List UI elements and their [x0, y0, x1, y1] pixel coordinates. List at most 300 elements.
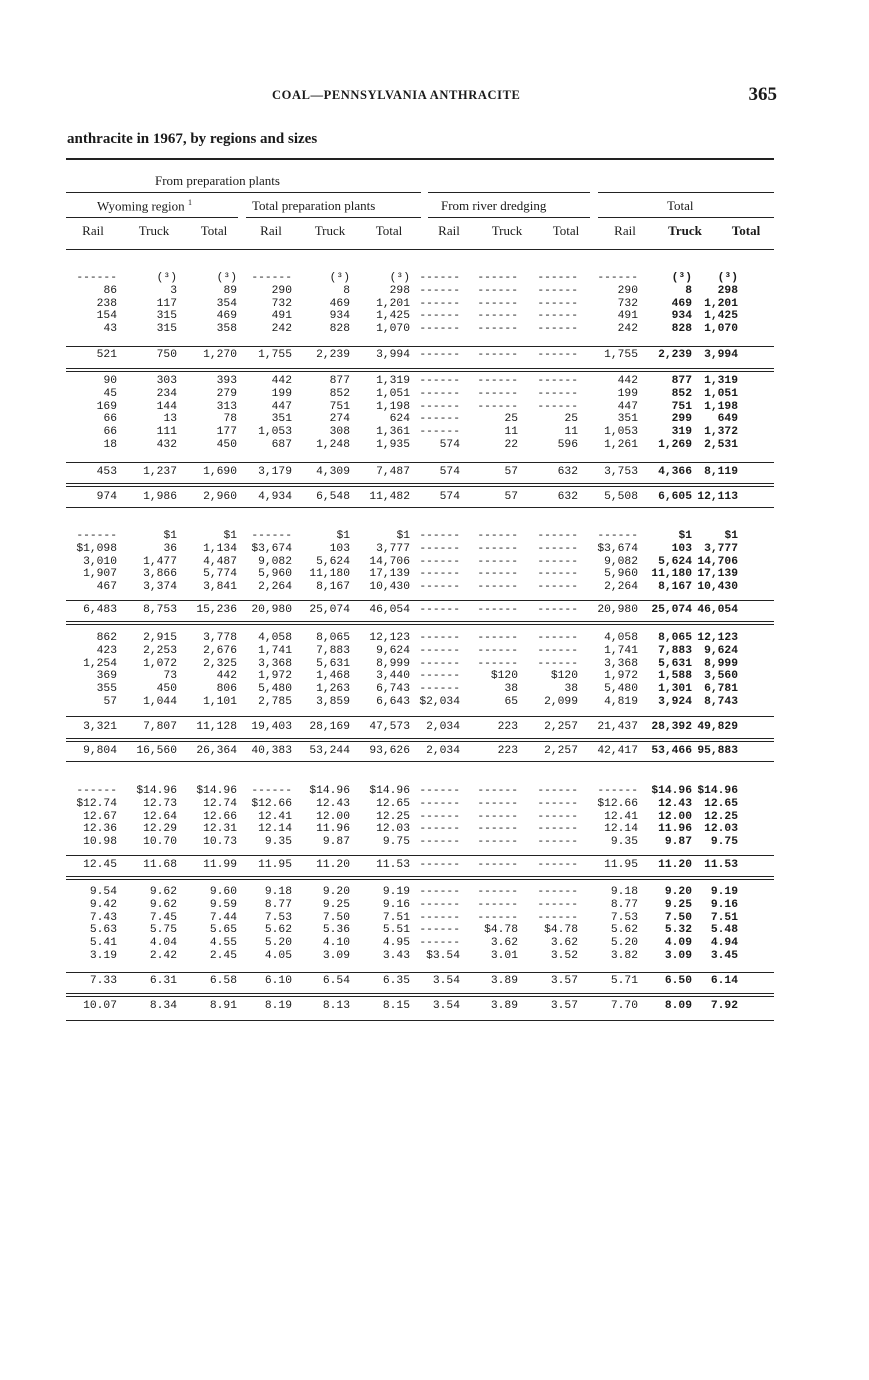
table-cell: 9.35 — [264, 836, 292, 849]
table-cell: 1,477 — [143, 555, 177, 568]
table-cell: ------ — [537, 810, 578, 823]
table-cell: 3.09 — [322, 949, 350, 962]
table-cell: ------ — [477, 272, 518, 284]
table-cell: 2,915 — [143, 632, 177, 644]
table-cell: 11.96 — [316, 823, 350, 836]
rule — [66, 738, 774, 739]
table-cell: 6,781 — [704, 683, 738, 696]
table-cell: 57 — [504, 466, 518, 478]
table-cell: ------ — [477, 555, 518, 568]
table-cell: 751 — [329, 400, 350, 413]
table-cell: 8.19 — [264, 1000, 292, 1012]
table-cell: 8,065 — [316, 632, 350, 644]
table-cell: 290 — [271, 284, 292, 297]
table-cell: 2,676 — [203, 644, 237, 657]
table-row — [62, 323, 738, 336]
table-cell: ------ — [477, 568, 518, 581]
table-cell: 290 — [617, 284, 638, 297]
table-cell: ------ — [537, 555, 578, 568]
table-cell: 9.20 — [322, 886, 350, 898]
table-cell: 3,777 — [704, 542, 738, 555]
data-table-6 — [62, 886, 738, 963]
table-cell: 7.50 — [664, 911, 692, 924]
data-table-1 — [62, 272, 738, 336]
table-cell: ------ — [419, 785, 460, 797]
table-cell: 3,368 — [258, 657, 292, 670]
table-row — [62, 823, 738, 836]
table-cell: 11,180 — [651, 568, 692, 581]
table-cell: 66 — [103, 413, 117, 426]
table-cell: ------ — [419, 937, 460, 950]
table-cell: ------ — [477, 310, 518, 323]
grand-total-row — [62, 999, 738, 1013]
table-cell: 4.95 — [382, 937, 410, 950]
table-cell: $14.96 — [309, 785, 350, 797]
table-cell: 7.92 — [710, 1000, 738, 1012]
table-cell: 11.68 — [143, 859, 177, 871]
table-cell: ------ — [419, 568, 460, 581]
table-cell: 6.14 — [710, 975, 738, 987]
table-cell: ------ — [597, 530, 638, 542]
table-cell: 6,743 — [376, 683, 410, 696]
table-cell: 1,935 — [376, 438, 410, 451]
rule — [66, 972, 774, 973]
table-cell: 5,774 — [203, 568, 237, 581]
table-cell: 12.25 — [704, 810, 738, 823]
table-cell: 3,994 — [376, 349, 410, 361]
table-row — [62, 658, 738, 671]
rule — [66, 621, 774, 622]
table-cell: 16,560 — [136, 745, 177, 757]
table-cell: 7.53 — [264, 911, 292, 924]
table-cell: ------ — [419, 836, 460, 849]
table-cell: ------ — [477, 604, 518, 616]
table-cell: 10.98 — [83, 836, 117, 849]
table-cell: 13 — [163, 413, 177, 426]
table-cell: ------ — [419, 886, 460, 898]
table-cell: 9.42 — [89, 898, 117, 911]
table-cell: 315 — [156, 323, 177, 336]
subtotal-row — [62, 348, 738, 362]
table-cell: ------ — [419, 413, 460, 426]
table-cell: ------ — [477, 400, 518, 413]
table-cell: 5,960 — [604, 568, 638, 581]
table-cell: 2,239 — [658, 349, 692, 361]
table-row — [62, 530, 738, 543]
table-cell: 25,074 — [309, 604, 350, 616]
table-cell: ------ — [419, 911, 460, 924]
grand-total-table — [62, 999, 738, 1013]
table-cell: $14.96 — [697, 785, 738, 797]
table-row — [62, 899, 738, 912]
table-cell: 1,053 — [258, 426, 292, 439]
table-cell: 828 — [329, 323, 350, 336]
table-cell: 9,082 — [604, 555, 638, 568]
table-cell: 8,999 — [704, 657, 738, 670]
table-cell: 7.70 — [610, 1000, 638, 1012]
table-cell: ------ — [537, 632, 578, 644]
page-header — [0, 84, 869, 108]
table-cell: ------ — [537, 284, 578, 297]
table-cell: 14,706 — [697, 555, 738, 568]
table-cell: $14.96 — [651, 785, 692, 797]
table-cell: 1,741 — [604, 644, 638, 657]
table-cell: 974 — [96, 491, 117, 503]
table-cell: 1,198 — [704, 400, 738, 413]
table-row — [62, 937, 738, 950]
table-cell: 442 — [271, 375, 292, 387]
table-cell: 453 — [96, 466, 117, 478]
table-row — [62, 670, 738, 683]
table-cell: 596 — [557, 438, 578, 451]
table-cell: $3,674 — [251, 542, 292, 555]
table-cell: 423 — [96, 644, 117, 657]
table-cell: 3,841 — [203, 581, 237, 594]
table-cell: 9.87 — [664, 836, 692, 849]
table-cell: 7,883 — [658, 644, 692, 657]
table-cell: 1,263 — [316, 683, 350, 696]
table-cell: 10.07 — [83, 1000, 117, 1012]
table-cell: 11.95 — [604, 859, 638, 871]
table-cell: 9,804 — [83, 745, 117, 757]
subtotal-row — [62, 974, 738, 988]
table-cell: ------ — [419, 657, 460, 670]
rule — [66, 600, 774, 601]
table-cell: 3.57 — [550, 1000, 578, 1012]
table-cell: ------ — [597, 272, 638, 284]
table-cell: 9.19 — [382, 886, 410, 898]
table-cell: 12.66 — [203, 810, 237, 823]
table-cell: 862 — [96, 632, 117, 644]
table-cell: 8.13 — [322, 1000, 350, 1012]
table-cell: 9.25 — [322, 898, 350, 911]
table-cell: ------ — [477, 810, 518, 823]
table-cell: 3,179 — [258, 466, 292, 478]
table-row — [62, 439, 738, 452]
table-cell: ------ — [477, 644, 518, 657]
table-cell: 53,466 — [651, 745, 692, 757]
table-cell: 9.87 — [322, 836, 350, 849]
table-cell: 358 — [216, 323, 237, 336]
table-cell: 9.54 — [89, 886, 117, 898]
rule — [66, 879, 774, 880]
rule — [66, 876, 774, 877]
table-cell: 8.34 — [149, 1000, 177, 1012]
table-cell: 2,257 — [544, 745, 578, 757]
table-cell: 8,753 — [143, 604, 177, 616]
table-cell: 38 — [504, 683, 518, 696]
table-cell: (³) — [156, 272, 177, 284]
table-cell: 1,201 — [704, 297, 738, 310]
table-cell: 3.45 — [710, 949, 738, 962]
table-cell: 687 — [271, 438, 292, 451]
column-header: Truck — [668, 223, 702, 238]
table-cell: 9.60 — [209, 886, 237, 898]
table-cell: 57 — [103, 695, 117, 708]
table-cell: (³) — [717, 272, 738, 284]
subtotal-table — [62, 974, 738, 988]
table-cell: 12.65 — [704, 797, 738, 810]
table-cell: 36 — [163, 542, 177, 555]
table-cell: 2.45 — [209, 949, 237, 962]
table-cell: 5.20 — [264, 937, 292, 950]
table-cell: ------ — [419, 810, 460, 823]
table-cell: 9.75 — [382, 836, 410, 849]
table-cell: ------ — [477, 375, 518, 387]
table-cell: ------ — [537, 644, 578, 657]
table-cell: 8,065 — [658, 632, 692, 644]
table-cell: 14,706 — [369, 555, 410, 568]
table-cell: 9.20 — [664, 886, 692, 898]
table-cell: 73 — [163, 670, 177, 683]
table-cell: 12.43 — [316, 797, 350, 810]
table-cell: 9.35 — [610, 836, 638, 849]
table-cell: 242 — [617, 323, 638, 336]
table-row — [62, 924, 738, 937]
table-cell: (³) — [389, 272, 410, 284]
table-row — [62, 375, 738, 388]
table-cell: 8,119 — [704, 466, 738, 478]
grand-total-row — [62, 744, 738, 758]
table-cell: $12.66 — [597, 797, 638, 810]
rule — [66, 624, 774, 625]
table-cell: ------ — [537, 836, 578, 849]
table-cell: 274 — [329, 413, 350, 426]
table-cell: ------ — [477, 797, 518, 810]
table-cell: ------ — [419, 823, 460, 836]
table-cell: $3,674 — [597, 542, 638, 555]
table-cell: 11.20 — [316, 859, 350, 871]
table-cell: ------ — [537, 272, 578, 284]
rule-river-2 — [428, 217, 590, 218]
table-cell: 3,753 — [604, 466, 638, 478]
table-cell: 8.09 — [664, 1000, 692, 1012]
table-cell: 8.77 — [264, 898, 292, 911]
table-cell: 351 — [271, 413, 292, 426]
table-cell: 319 — [671, 426, 692, 439]
table-cell: 3.54 — [432, 975, 460, 987]
table-cell: ------ — [76, 530, 117, 542]
table-cell: ------ — [477, 349, 518, 361]
table-cell: 1,201 — [376, 297, 410, 310]
table-cell: 234 — [156, 387, 177, 400]
table-cell: 9.16 — [382, 898, 410, 911]
table-cell: 65 — [504, 695, 518, 708]
table-cell: ------ — [477, 657, 518, 670]
table-cell: 25 — [504, 413, 518, 426]
subtotal-row — [62, 720, 738, 734]
table-cell: 9.18 — [264, 886, 292, 898]
table-cell: $12.74 — [76, 797, 117, 810]
table-cell: 3.19 — [89, 949, 117, 962]
table-cell: 8.77 — [610, 898, 638, 911]
table-row — [62, 683, 738, 696]
rule — [66, 716, 774, 717]
subtotal-table — [62, 858, 738, 872]
table-cell: 238 — [96, 297, 117, 310]
column-header: Truck — [138, 223, 170, 238]
table-cell: $1 — [678, 530, 692, 542]
table-cell: 5,960 — [258, 568, 292, 581]
table-cell: 4.55 — [209, 937, 237, 950]
table-cell: 1,468 — [316, 670, 350, 683]
table-cell: 4,058 — [258, 632, 292, 644]
table-cell: 2,785 — [258, 695, 292, 708]
table-cell: 1,053 — [604, 426, 638, 439]
table-cell: 1,755 — [258, 349, 292, 361]
table-row — [62, 543, 738, 556]
table-cell: 624 — [389, 413, 410, 426]
table-cell: 3.89 — [490, 975, 518, 987]
table-cell: 2,325 — [203, 657, 237, 670]
table-cell: 11.53 — [704, 859, 738, 871]
column-header: Truck — [314, 223, 346, 238]
table-cell: 4.94 — [710, 937, 738, 950]
table-cell: 223 — [497, 721, 518, 733]
rule-total-prep — [246, 217, 421, 218]
table-cell: ------ — [537, 297, 578, 310]
table-cell: ------ — [419, 426, 460, 439]
table-cell: 2,531 — [704, 438, 738, 451]
table-cell: 20,980 — [597, 604, 638, 616]
table-cell: 12.41 — [604, 810, 638, 823]
table-cell: 5.36 — [322, 924, 350, 937]
table-cell: ------ — [419, 859, 460, 871]
table-cell: 199 — [271, 387, 292, 400]
table-cell: 354 — [216, 297, 237, 310]
table-cell: 3.57 — [550, 975, 578, 987]
table-cell: 5,508 — [604, 491, 638, 503]
table-cell: 12.73 — [143, 797, 177, 810]
table-cell: 8 — [343, 284, 350, 297]
table-cell: ------ — [537, 310, 578, 323]
table-cell: ------ — [477, 823, 518, 836]
table-cell: ------ — [477, 898, 518, 911]
table-cell: 3,010 — [83, 555, 117, 568]
table-cell: 12,113 — [697, 491, 738, 503]
table-cell: ------ — [537, 859, 578, 871]
table-cell: 1,254 — [83, 657, 117, 670]
table-row — [62, 272, 738, 285]
grand-total-row — [62, 490, 738, 504]
table-cell: 732 — [617, 297, 638, 310]
table-cell: $12.66 — [251, 797, 292, 810]
table-cell: 1,741 — [258, 644, 292, 657]
rule — [66, 486, 774, 487]
table-cell: 5,480 — [604, 683, 638, 696]
table-cell: 8 — [685, 284, 692, 297]
table-cell: 95,883 — [697, 745, 738, 757]
table-cell: 12.14 — [604, 823, 638, 836]
table-cell: ------ — [477, 530, 518, 542]
running-title: COAL—PENNSYLVANIA ANTHRACITE — [272, 88, 521, 102]
table-cell: 40,383 — [251, 745, 292, 757]
table-cell: 308 — [329, 426, 350, 439]
table-cell: 1,319 — [704, 375, 738, 387]
table-cell: 3,368 — [604, 657, 638, 670]
table-row — [62, 556, 738, 569]
table-cell: 4,366 — [658, 466, 692, 478]
table-cell: 447 — [271, 400, 292, 413]
rule — [66, 368, 774, 369]
table-cell: ------ — [537, 911, 578, 924]
table-cell: $2,034 — [419, 695, 460, 708]
table-cell: 12.29 — [143, 823, 177, 836]
table-cell: ------ — [419, 683, 460, 696]
table-cell: ------ — [537, 604, 578, 616]
table-cell: 4,934 — [258, 491, 292, 503]
table-cell: 78 — [223, 413, 237, 426]
table-cell: 1,070 — [376, 323, 410, 336]
data-table-3 — [62, 530, 738, 594]
table-cell: 1,044 — [143, 695, 177, 708]
table-cell: 3 — [170, 284, 177, 297]
table-cell: 5,631 — [316, 657, 350, 670]
table-cell: 521 — [96, 349, 117, 361]
table-cell: 852 — [671, 387, 692, 400]
rule-total — [598, 192, 774, 193]
table-cell: $4.78 — [484, 924, 518, 937]
table-cell: 469 — [216, 310, 237, 323]
grand-total-table — [62, 744, 738, 758]
rule-wyoming — [66, 217, 238, 218]
table-cell: ------ — [419, 375, 460, 387]
table-cell: 3,859 — [316, 695, 350, 708]
column-header: Rail — [438, 223, 460, 238]
table-cell: 7.33 — [89, 975, 117, 987]
table-row — [62, 632, 738, 645]
table-cell: 117 — [156, 297, 177, 310]
table-cell: 1,986 — [143, 491, 177, 503]
table-cell: 574 — [439, 491, 460, 503]
table-cell: ------ — [477, 323, 518, 336]
table-row — [62, 886, 738, 899]
table-cell: 6,548 — [316, 491, 350, 503]
table-cell: 3.01 — [490, 949, 518, 962]
table-cell: 5,480 — [258, 683, 292, 696]
table-cell: 12.43 — [658, 797, 692, 810]
table-cell: 38 — [564, 683, 578, 696]
table-cell: ------ — [251, 530, 292, 542]
table-cell: 11 — [504, 426, 518, 439]
table-cell: ------ — [597, 785, 638, 797]
table-cell: 12.74 — [203, 797, 237, 810]
table-cell: ------ — [419, 555, 460, 568]
table-cell: 9.18 — [610, 886, 638, 898]
rule-prep — [66, 192, 421, 193]
table-cell: $120 — [490, 670, 518, 683]
table-cell: 4.10 — [322, 937, 350, 950]
table-cell: ------ — [419, 387, 460, 400]
table-cell: 313 — [216, 400, 237, 413]
table-cell: ------ — [419, 898, 460, 911]
rule — [66, 741, 774, 742]
table-cell: 3.89 — [490, 1000, 518, 1012]
table-cell: 9.19 — [710, 886, 738, 898]
table-cell: ------ — [419, 530, 460, 542]
table-row — [62, 798, 738, 811]
table-cell: 6.35 — [382, 975, 410, 987]
table-cell: 4,058 — [604, 632, 638, 644]
table-cell: 1,270 — [203, 349, 237, 361]
table-cell: 5,624 — [658, 555, 692, 568]
table-cell: 1,690 — [203, 466, 237, 478]
table-cell: 442 — [617, 375, 638, 387]
table-cell: 111 — [156, 426, 177, 439]
table-cell: 750 — [156, 349, 177, 361]
table-cell: 9.62 — [149, 886, 177, 898]
table-cell: 6.50 — [664, 975, 692, 987]
